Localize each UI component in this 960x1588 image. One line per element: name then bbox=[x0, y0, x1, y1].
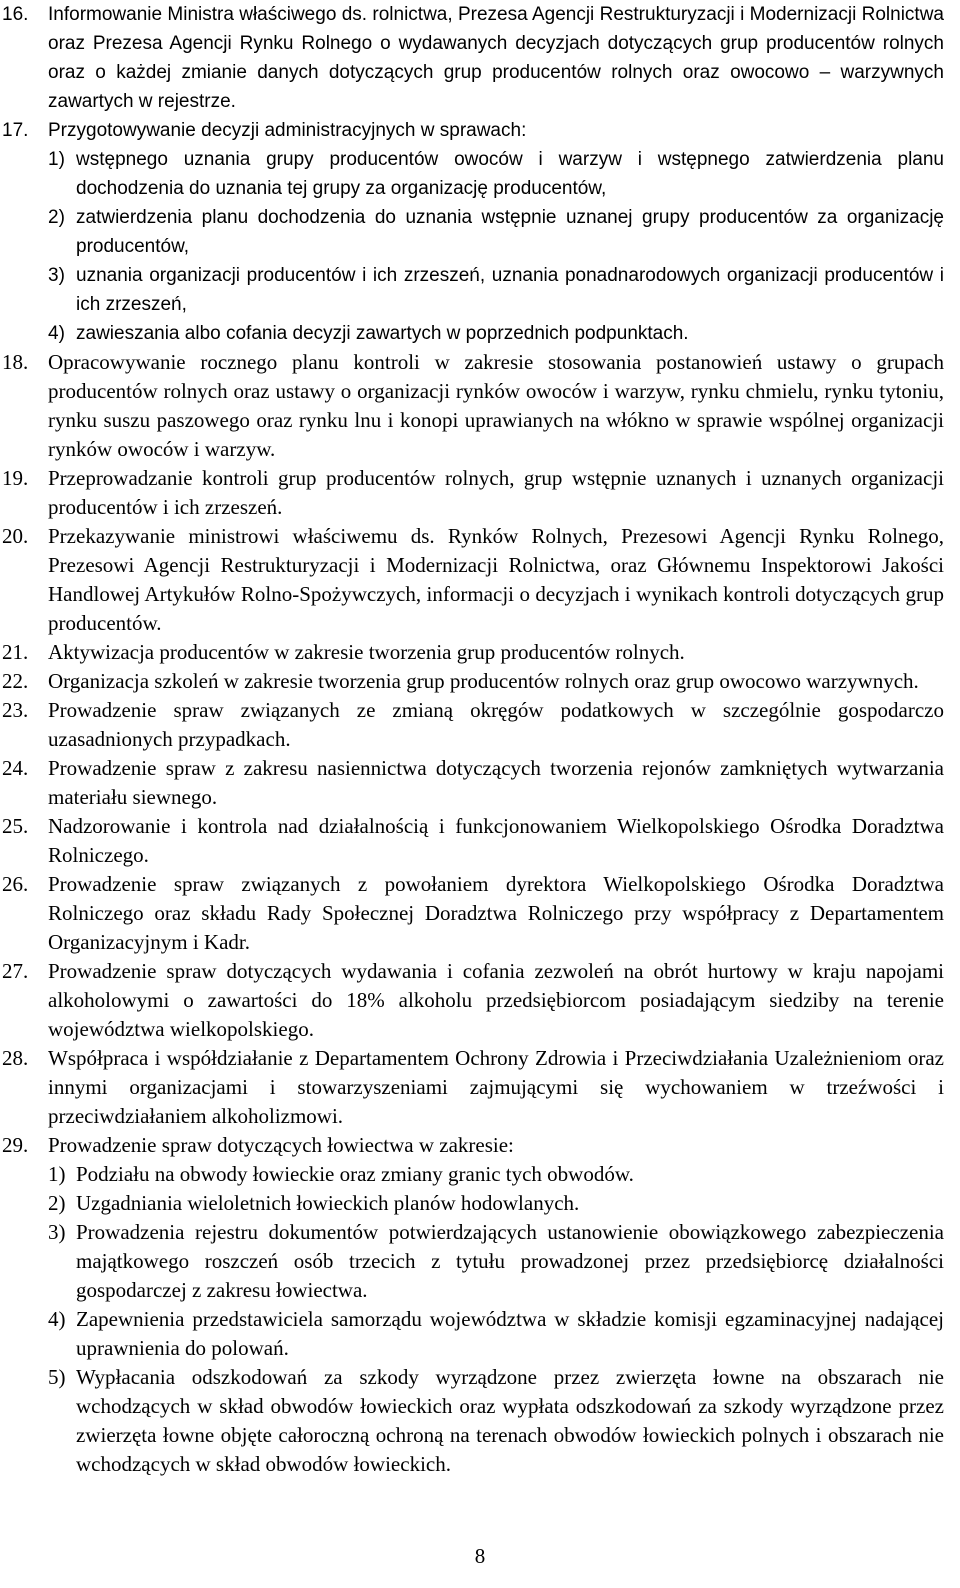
item-number: 26. bbox=[2, 872, 29, 896]
item-number: 25. bbox=[2, 814, 29, 838]
list-item bbox=[0, 0, 960, 116]
sub-item-number: 2) bbox=[48, 207, 65, 228]
list-item bbox=[0, 116, 960, 348]
item-text: Przeprowadzanie kontroli grup producentów rolnych, grup wstępnie uznanych i uznanych organizacji producentów i ich zrzeszeń. bbox=[48, 466, 944, 519]
item-text: Prowadzenie spraw dotyczących łowiectwa w zakresie: bbox=[48, 1133, 514, 1157]
item-text: Informowanie Ministra właściwego ds. rolnictwa, Prezesa Agencji Restrukturyzacji i Modernizacji Rolnictwa oraz Prezesa Agencji Rynku Rolnego o wydawanych decyzjach dotyczących grup producentów rolnych oraz o każdej zmianie danych dotyczących grup producentów rolnych oraz owocowo – warzywnych zawartych w rejestrze. bbox=[48, 4, 944, 112]
item-number: 28. bbox=[2, 1046, 29, 1070]
list-item bbox=[0, 754, 960, 812]
sub-item bbox=[0, 319, 960, 348]
item-number: 27. bbox=[2, 959, 29, 983]
item-text: Prowadzenie spraw związanych ze zmianą okręgów podatkowych w szczególnie gospodarczo uzasadnionych przypadkach. bbox=[48, 698, 944, 751]
item-text: Aktywizacja producentów w zakresie tworzenia grup producentów rolnych. bbox=[48, 640, 685, 664]
item-number: 24. bbox=[2, 756, 29, 780]
sub-item-text: zatwierdzenia planu dochodzenia do uznania wstępnie uznanej grupy producentów za organizację producentów, bbox=[76, 207, 944, 257]
sub-item bbox=[0, 1160, 960, 1189]
item-number: 17. bbox=[2, 120, 29, 141]
item-text: Nadzorowanie i kontrola nad działalnością i funkcjonowaniem Wielkopolskiego Ośrodka Doradztwa Rolniczego. bbox=[48, 814, 944, 867]
sub-item-text: Uzgadniania wieloletnich łowieckich planów hodowlanych. bbox=[76, 1191, 580, 1215]
list-item bbox=[0, 812, 960, 870]
sub-item-text: uznania organizacji producentów i ich zrzeszeń, uznania ponadnarodowych organizacji producentów i ich zrzeszeń, bbox=[76, 265, 944, 315]
item-text: Organizacja szkoleń w zakresie tworzenia grup producentów rolnych oraz grup owocowo warzywnych. bbox=[48, 669, 919, 693]
page-number: 8 bbox=[474, 1544, 486, 1568]
sub-item-number: 3) bbox=[48, 265, 65, 286]
sub-item bbox=[0, 203, 960, 261]
item-number: 29. bbox=[2, 1133, 29, 1157]
sub-item-text: wstępnego uznania grupy producentów owoców i warzyw i wstępnego zatwierdzenia planu dochodzenia do uznania tej grupy za organizację producentów, bbox=[76, 149, 944, 199]
item-text: Prowadzenie spraw dotyczących wydawania i cofania zezwoleń na obrót hurtowy w kraju napojami alkoholowymi o zawartości do 18% alkoholu przedsiębiorcom posiadającym siedziby na terenie województwa wielkopolskiego. bbox=[48, 959, 944, 1041]
sub-item-number: 1) bbox=[48, 149, 65, 170]
item-number: 23. bbox=[2, 698, 29, 722]
sub-item-number: 2) bbox=[48, 1191, 66, 1215]
sub-item-text: Zapewnienia przedstawiciela samorządu województwa w składzie komisji egzaminacyjnej nadającej uprawnienia do polowań. bbox=[76, 1307, 944, 1360]
sub-item-number: 3) bbox=[48, 1220, 66, 1244]
list-item bbox=[0, 638, 960, 667]
list-item bbox=[0, 696, 960, 754]
sub-item-number: 4) bbox=[48, 1307, 66, 1331]
list-item bbox=[0, 667, 960, 696]
sub-item-text: Podziału na obwody łowieckie oraz zmiany granic tych obwodów. bbox=[76, 1162, 634, 1186]
item-text: Opracowywanie rocznego planu kontroli w zakresie stosowania postanowień ustawy o grupach producentów rolnych oraz ustawy o organizacji rynków owoców i warzyw, rynku chmielu, rynku tytoniu, rynku suszu paszowego oraz rynku lnu i konopi uprawianych na włókno w sprawie wspólnej organizacji rynków owoców i warzyw. bbox=[48, 350, 944, 461]
sub-item bbox=[0, 1189, 960, 1218]
sub-item-number: 5) bbox=[48, 1365, 66, 1389]
list-item bbox=[0, 1044, 960, 1131]
item-text: Przygotowywanie decyzji administracyjnych w sprawach: bbox=[48, 120, 527, 141]
list-item bbox=[0, 957, 960, 1044]
list-item bbox=[0, 1131, 960, 1479]
sub-item bbox=[0, 145, 960, 203]
item-text: Przekazywanie ministrowi właściwemu ds. Rynków Rolnych, Prezesowi Agencji Rynku Rolnego, Prezesowi Agencji Restrukturyzacji i Modernizacji Rolnictwa, oraz Głównemu Inspektorowi Jakości Handlowej Artykułów Rolno-Spożywczych, informacji o decyzjach i wynikach kontroli dotyczących grup producentów. bbox=[48, 524, 944, 635]
item-text: Prowadzenie spraw z zakresu nasiennictwa dotyczących tworzenia rejonów zamkniętych wytwarzania materiału siewnego. bbox=[48, 756, 944, 809]
sub-item-text: Wypłacania odszkodowań za szkody wyrządzone przez zwierzęta łowne na obszarach nie wchodzących w skład obwodów łowieckich oraz wypłata odszkodowań za szkody wyrządzone przez zwierzęta łowne objęte całoroczną ochroną na terenach obwodów łowieckich polnych i obszarach nie wchodzących w skład obwodów łowieckich. bbox=[76, 1365, 944, 1476]
item-number: 16. bbox=[2, 4, 29, 25]
item-number: 18. bbox=[2, 350, 29, 374]
item-number: 20. bbox=[2, 524, 29, 548]
item-number: 19. bbox=[2, 466, 29, 490]
list-item bbox=[0, 348, 960, 464]
sub-item-number: 4) bbox=[48, 323, 65, 344]
list-item bbox=[0, 464, 960, 522]
item-number: 22. bbox=[2, 669, 29, 693]
sub-item bbox=[0, 1363, 960, 1479]
sub-item bbox=[0, 1305, 960, 1363]
item-number: 21. bbox=[2, 640, 29, 664]
sub-item-text: zawieszania albo cofania decyzji zawartych w poprzednich podpunktach. bbox=[76, 323, 689, 344]
sub-item bbox=[0, 261, 960, 319]
sub-item bbox=[0, 1218, 960, 1305]
list-item bbox=[0, 522, 960, 638]
sub-item-number: 1) bbox=[48, 1162, 66, 1186]
list-item bbox=[0, 870, 960, 957]
item-text: Prowadzenie spraw związanych z powołaniem dyrektora Wielkopolskiego Ośrodka Doradztwa Rolniczego oraz składu Rady Społecznej Doradztwa Rolniczego przy współpracy z Departamentem Organizacyjnym i Kadr. bbox=[48, 872, 944, 954]
item-text: Współpraca i współdziałanie z Departamentem Ochrony Zdrowia i Przeciwdziałania Uzależnieniom oraz innymi organizacjami i stowarzyszeniami zajmującymi się wychowaniem w trzeźwości i przeciwdziałaniem alkoholizmowi. bbox=[48, 1046, 944, 1128]
sub-item-text: Prowadzenia rejestru dokumentów potwierdzających ustanowienie obowiązkowego zabezpieczenia majątkowego roszczeń osób trzecich z tytułu prowadzonej przez przedsiębiorcę działalności gospodarczej z zakresu łowiectwa. bbox=[76, 1220, 944, 1302]
